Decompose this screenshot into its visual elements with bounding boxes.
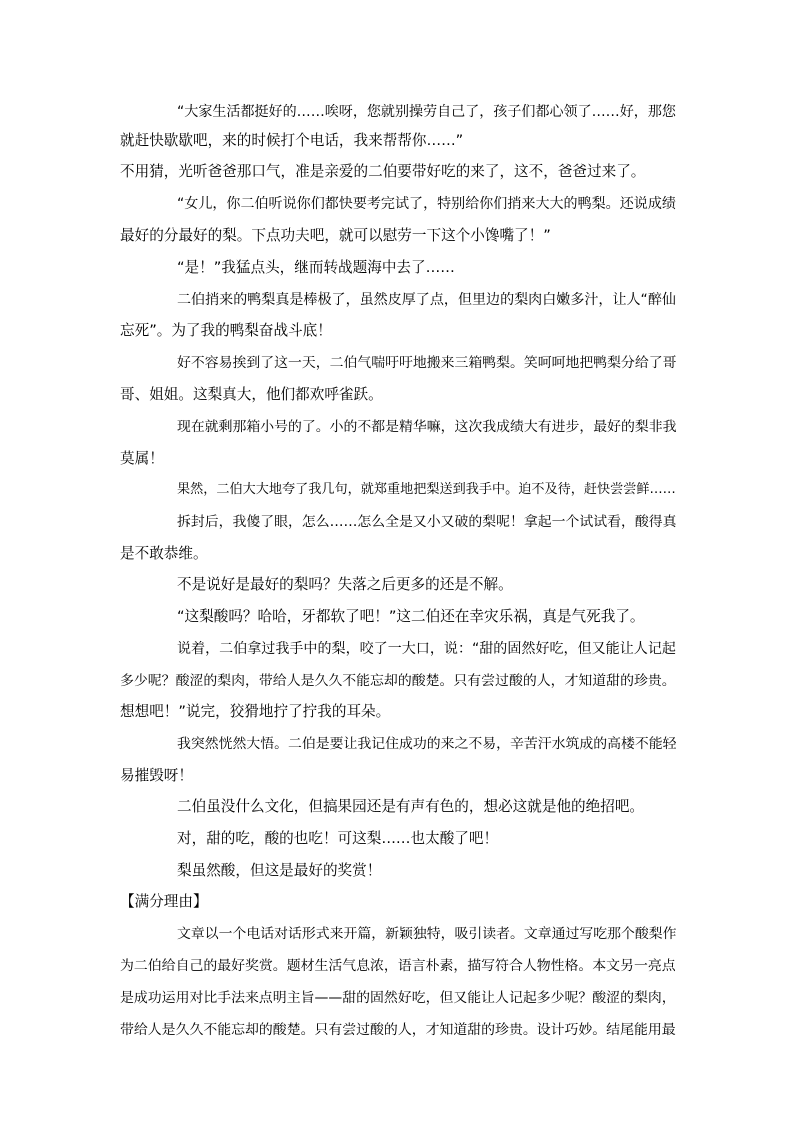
paragraph-line: 是成功运用对比手法来点明主旨——甜的固然好吃，但又能让人记起多少呢？酸涩的梨肉，	[120, 990, 676, 1006]
paragraph-line: 最好的分最好的梨。下点功夫吧，就可以慰劳一下这个小馋嘴了！”	[120, 227, 551, 244]
paragraph-line: 多少呢？酸涩的梨肉，带给人是久久不能忘却的酸楚。只有尝过酸的人，才知道甜的珍贵。	[120, 673, 676, 689]
paragraph-line: 好不容易挨到了这一天，二伯气喘吁吁地搬来三箱鸭梨。笑呵呵地把鸭梨分给了哥	[177, 355, 677, 371]
paragraph-line: 说着，二伯拿过我手中的梨，咬了一大口，说：“甜的固然好吃，但又能让人记起	[177, 641, 676, 657]
paragraph-line: 不是说好是最好的梨吗？失落之后更多的还是不解。	[177, 576, 513, 593]
paragraph-line: 易摧毁呀！	[120, 767, 193, 784]
paragraph-line: 忘死”。为了我的鸭梨奋战斗底！	[120, 322, 332, 339]
paragraph-line: 我突然恍然大悟。二伯是要让我记住成功的来之不易，辛苦汗水筑成的高楼不能轻	[177, 736, 677, 752]
paragraph-line: 二伯虽没什么文化，但搞果园还是有声有色的，想必这就是他的绝招吧。	[177, 798, 645, 815]
paragraph-line: 梨虽然酸，但这是最好的奖赏！	[177, 862, 382, 879]
paragraph-line: 哥、姐姐。这梨真大，他们都欢呼雀跃。	[120, 386, 383, 403]
paragraph-line: 就赶快歇歇吧，来的时候打个电话，我来帮帮你……”	[120, 132, 464, 149]
paragraph-line: “是！”我猛点头，继而转战题海中去了……	[177, 259, 455, 276]
paragraph-line: 现在就剩那箱小号的了。小的不都是精华嘛，这次我成绩大有进步，最好的梨非我	[177, 419, 677, 435]
paragraph-line: “大家生活都挺好的……唉呀，您就别操劳自己了，孩子们都心领了……好，那您	[177, 104, 676, 120]
paragraph-line: 文章以一个电话对话形式来开篇，新颖独特，吸引读者。文章通过写吃那个酸梨作	[177, 926, 677, 942]
paragraph-line: 对，甜的吃，酸的也吃！可这梨……也太酸了吧！	[177, 830, 499, 847]
paragraph-line: “这梨酸吗？哈哈，牙都软了吧！”这二伯还在幸灾乐祸，真是气死我了。	[177, 608, 645, 625]
paragraph-line: 不用猜，光听爸爸那口气，准是亲爱的二伯要带好吃的来了，这不，爸爸过来了。	[120, 163, 646, 180]
section-heading: 【满分理由】	[120, 893, 208, 910]
paragraph-line: 二伯捎来的鸭梨真是棒极了，虽然皮厚了点，但里边的梨肉白嫩多汁，让人“醉仙	[177, 292, 676, 308]
paragraph-line: 莫属！	[120, 450, 164, 467]
paragraph-line: 带给人是久久不能忘却的酸楚。只有尝过酸的人，才知道甜的珍贵。设计巧妙。结尾能用最	[120, 1022, 676, 1038]
paragraph-line: 为二伯给自己的最好奖赏。题材生活气息浓，语言朴素，描写符合人物性格。本文另一亮点	[120, 958, 676, 974]
paragraph-line: “女儿，你二伯听说你们都快要考完试了，特别给你们捎来大大的鸭梨。还说成绩	[177, 196, 676, 212]
paragraph-line: 想想吧！”说完，狡猾地拧了拧我的耳朵。	[120, 703, 391, 720]
paragraph-line: 是不敢恭维。	[120, 545, 208, 562]
paragraph-line: 果然，二伯大大地夸了我几句，就郑重地把梨送到我手中。迫不及待，赶快尝尝鲜……	[177, 482, 676, 497]
paragraph-line: 拆封后，我傻了眼，怎么……怎么全是又小又破的梨呢！拿起一个试试看，酸得真	[177, 514, 677, 530]
